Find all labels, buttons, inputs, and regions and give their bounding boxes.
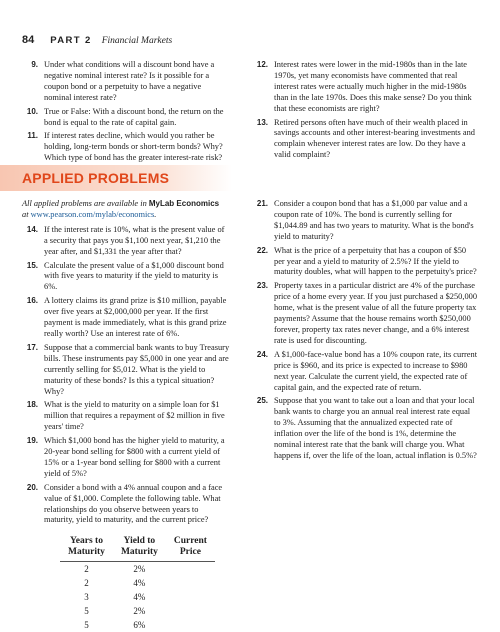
problem-number: 23.	[256, 281, 268, 291]
mylab-link[interactable]: www.pearson.com/mylab/economics	[30, 209, 155, 219]
table-row	[60, 618, 215, 632]
table-cell: 2	[84, 564, 89, 575]
problem-item	[22, 400, 230, 433]
problem-item	[252, 396, 478, 461]
table-cell: 2	[84, 578, 89, 589]
table-row	[60, 562, 215, 577]
question-text: True or False: With a discount bond, the return on the bond is equal to the rate of capital gain.	[44, 106, 224, 127]
question-text: If interest rates decline, which would you rather be holding, long-term bonds or short-term bonds? Why? Which type of bond has the greater interest-rate risk?	[44, 131, 223, 163]
table-row	[60, 604, 215, 618]
intro-at: at	[22, 209, 29, 219]
table-cell: 3	[84, 592, 89, 603]
table-row	[60, 576, 215, 590]
table-cell	[166, 576, 215, 590]
part-title: Financial Markets	[101, 36, 173, 46]
problem-number: 16.	[26, 296, 38, 306]
question-item	[22, 107, 230, 129]
problem-item	[252, 281, 478, 346]
section-intro	[22, 199, 230, 221]
question-text: Retired persons often have much of their wealth placed in savings accounts and other interest-bearing investments and complain whenever interest rates are low. Do they have a valid complaint?	[274, 117, 475, 160]
table-cell	[166, 604, 215, 618]
problem-number: 20.	[26, 482, 38, 492]
question-number: 13.	[256, 117, 268, 127]
left-top-questions	[22, 60, 230, 167]
problem-number: 21.	[256, 199, 268, 208]
right-top-questions	[252, 60, 478, 164]
problem-number: 14.	[26, 224, 38, 234]
problem-number: 18.	[26, 400, 38, 410]
left-problems	[22, 199, 230, 632]
table-cell: 6%	[133, 620, 146, 631]
table-cell	[166, 590, 215, 604]
question-item	[22, 60, 230, 104]
problem-text: A lottery claims its grand prize is $10 million, payable over five years at $2,000,000 per year. If the first payment is made immediately, what is this grand prize really worth? Use an interest rate of 6%.	[44, 296, 227, 338]
intro-text: All applied problems are available in	[22, 199, 147, 208]
table-cell: 2%	[133, 564, 146, 575]
column-header: Current Price	[166, 536, 215, 562]
part-label: PART 2	[50, 35, 92, 46]
problem-text: Suppose that you want to take out a loan and that your local bank wants to charge you an annual real interest rate equal to 3%. Assuming that the annualized expected rate of inflation over the life of the bond is 1%, determine the nominal interest rate that the bank will charge you. What happens if, over the life of the loan, actual inflation is 0.5%?	[274, 396, 477, 460]
problem-item	[22, 261, 230, 294]
problem-text: A $1,000-face-value bond has a 10% coupon rate, its current price is $960, and its price is expected to increase to $980 next year. Calculate the current yield, the expected rate of capital gain, and the expected rate of return.	[274, 349, 478, 392]
problem-text: Suppose that a commercial bank wants to buy Treasury bills. These instruments pay $5,000 in one year and are currently selling for $5,012. What is the yield to maturity of these bonds? Is this a typical situation? Why?	[44, 342, 230, 396]
table-header-row	[60, 536, 215, 562]
problem-number: 22.	[256, 245, 268, 255]
problem-number: 24.	[256, 349, 268, 359]
applied-problems-banner	[0, 165, 232, 191]
table-cell	[166, 562, 215, 577]
page-header	[22, 34, 172, 46]
problem-text: Consider a bond with a 4% annual coupon and a face value of $1,000. Complete the following table. What relationships do you observe between years to maturity, yield to maturity, and the current price?	[44, 482, 223, 525]
problem-item	[252, 246, 478, 279]
problem-text: What is the yield to maturity on a simple loan for $1 million that requires a repayment of $2 million in five years' time?	[44, 400, 225, 432]
page-number: 84	[22, 34, 35, 46]
problem-item	[22, 225, 230, 258]
bond-table	[60, 536, 215, 632]
question-number: 12.	[256, 60, 268, 69]
problem-text: Which $1,000 bond has the higher yield to maturity, a 20-year bond selling for $800 with a current yield of 15% or a 1-year bond selling for $800 with a current yield of 5%?	[44, 436, 225, 478]
question-number: 10.	[26, 106, 38, 116]
table-cell	[166, 618, 215, 632]
table-row	[60, 590, 215, 604]
table-cell: 5	[84, 606, 89, 617]
problem-item	[22, 296, 230, 340]
problem-number: 17.	[26, 342, 38, 352]
problem-text: What is the price of a perpetuity that has a coupon of $50 per year and a yield to maturity of 2.5%? If the yield to maturity doubles, what will happen to the perpetuity's price?	[274, 245, 477, 277]
brand-name: MyLab Economics	[148, 199, 220, 208]
section-title: APPLIED PROBLEMS	[22, 170, 170, 186]
question-number: 9.	[31, 60, 38, 69]
problem-text: Consider a coupon bond that has a $1,000 par value and a coupon rate of 10%. The bond is currently selling for $1,044.89 and has two years to maturity. What is the bond's yield to maturity?	[274, 199, 474, 241]
problem-item	[22, 483, 230, 527]
problem-number: 25.	[256, 396, 268, 406]
table-cell: 2%	[133, 606, 146, 617]
problem-number: 15.	[26, 260, 38, 270]
problem-item	[252, 350, 478, 394]
table-cell: 4%	[133, 578, 146, 589]
problem-text: Calculate the present value of a $1,000 discount bond with five years to maturity if the yield to maturity is 6%.	[44, 260, 224, 292]
table-cell: 4%	[133, 592, 146, 603]
right-problems	[252, 199, 478, 465]
question-text: Under what conditions will a discount bond have a negative nominal interest rate? Is it possible for a coupon bond or a perpetuity to have a negative nominal interest rate?	[44, 60, 215, 102]
problem-text: Property taxes in a particular district are 4% of the purchase price of a home every year. If you just purchased a $250,000 home, what is the present value of all the future property tax payments? Assume that the house remains worth $250,000 forever, property tax rates never change, and a 6% interest rate is used for discounting.	[274, 281, 478, 345]
column-header: Yield to Maturity	[113, 536, 166, 562]
problem-item	[22, 436, 230, 480]
table-cell: 5	[84, 620, 89, 631]
intro-period: .	[154, 209, 157, 219]
column-header: Years to Maturity	[60, 536, 113, 562]
problem-item	[252, 199, 478, 243]
question-number: 11.	[27, 131, 38, 141]
question-item	[252, 118, 478, 162]
question-item	[252, 60, 478, 115]
problem-text: If the interest rate is 10%, what is the present value of a security that pays you $1,100 next year, $1,210 the year after, and $1,331 the year after that?	[44, 224, 225, 256]
question-item	[22, 131, 230, 164]
problem-number: 19.	[26, 436, 38, 446]
question-text: Interest rates were lower in the mid-1980s than in the late 1970s, yet many economists have commented that real interest rates were actually much higher in the mid-1980s than in the late 1970s. Does this make sense? Do you think that these economists are right?	[274, 60, 472, 113]
problem-item	[22, 343, 230, 398]
